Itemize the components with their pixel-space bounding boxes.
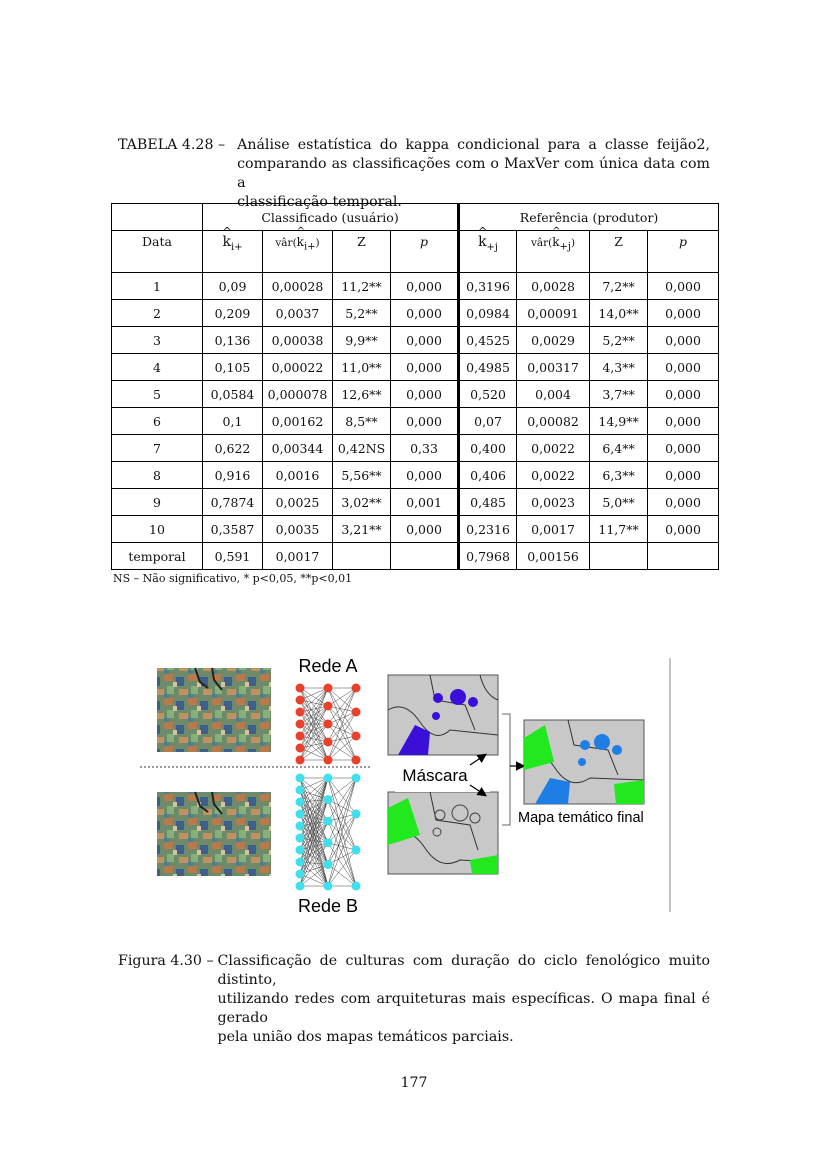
label-final-map: Mapa temático final [518,810,644,826]
table-cell-z-p: 5,2** [590,327,648,354]
table-cell-k-p: 0,7968 [459,543,517,570]
network-b-node [296,870,305,879]
network-b-node [352,810,361,819]
k-subscript: i+ [303,241,316,253]
table-row [112,408,719,435]
network-a-node [296,708,305,717]
network-b-connection [328,778,356,814]
figure-svg [140,650,680,920]
network-b-node [352,774,361,783]
table-cell-k-p: 0,3196 [459,273,517,300]
col-header-k-producer: k ^ $_{+j}$ [459,231,517,273]
network-a-node [352,732,361,741]
network-a-node [324,684,333,693]
table-cell-var-p: 0,004 [517,381,590,408]
table-cell-z-u: 3,02** [333,489,391,516]
network-b-node [324,838,333,847]
figure-caption-line: utilizando redes com arquiteturas mais específicas. O mapa final é gerado [217,991,710,1026]
col-header-z-producer: Z [590,231,648,273]
partial-map-b [388,792,498,874]
table-cell-z-u: 5,2** [333,300,391,327]
table-cell-p-u: 0,000 [391,408,459,435]
var-prefix: vâr( [530,237,553,249]
col-header-z-user: Z [333,231,391,273]
network-b-node [324,860,333,869]
table-row [112,516,719,543]
table-cell-k-u: 0,209 [203,300,263,327]
network-a-node [296,744,305,753]
table-cell-var-p: 0,0029 [517,327,590,354]
page-number: 177 [400,1075,428,1091]
network-b-connection [328,850,356,886]
var-suffix: ) [315,237,320,249]
network-b-connection [328,778,356,843]
network-a-node [324,738,333,747]
table-cell-p-p: 0,000 [648,300,719,327]
table-cell-z-p [590,543,648,570]
kappa-table [111,203,719,570]
table-cell-z-p: 5,0** [590,489,648,516]
table-cell-data: 5 [112,381,203,408]
table-caption-line: comparando as classificações com o MaxVer com única data com a [237,156,710,191]
network-a-node [324,756,333,765]
table-cell-p-p: 0,000 [648,435,719,462]
table-cell-p-u: 0,000 [391,327,459,354]
table-header-blank [112,204,203,231]
table-cell-k-u: 0,591 [203,543,263,570]
table-caption-label: TABELA 4.28 – [118,137,226,153]
table-cell-p-p: 0,000 [648,516,719,543]
table-cell-z-p: 11,7** [590,516,648,543]
table-cell-p-u: 0,000 [391,381,459,408]
table-cell-z-u: 9,9** [333,327,391,354]
table-body [112,273,719,570]
table-caption-line: Análise estatística do kappa condicional para a classe feijão2, [237,137,710,153]
table-cell-p-u: 0,000 [391,516,459,543]
network-a-node [324,720,333,729]
table-cell-var-u: 0,00162 [263,408,333,435]
table-row [112,300,719,327]
table-cell-var-u: 0,00344 [263,435,333,462]
table-cell-var-u: 0,0017 [263,543,333,570]
table-cell-z-p: 7,2** [590,273,648,300]
network-b-node [296,834,305,843]
table-cell-var-p: 0,00082 [517,408,590,435]
table-cell-var-p: 0,0017 [517,516,590,543]
table-cell-p-u [391,543,459,570]
table-row [112,327,719,354]
k-subscript: i+ [230,241,243,253]
k-subscript: +j [486,241,499,253]
table-cell-k-u: 0,7874 [203,489,263,516]
network-b-node [324,882,333,891]
union-bracket [502,714,510,825]
table-cell-p-u: 0,000 [391,300,459,327]
network-a-node [296,720,305,729]
table-cell-k-u: 0,09 [203,273,263,300]
table-cell-k-p: 0,485 [459,489,517,516]
table-cell-p-p: 0,000 [648,273,719,300]
network-b-node [296,798,305,807]
table-cell-z-p: 14,9** [590,408,648,435]
table-cell-p-p: 0,000 [648,354,719,381]
table-cell-z-u: 5,56** [333,462,391,489]
network-b-node [296,882,305,891]
table-cell-k-p: 0,4525 [459,327,517,354]
var-suffix: ) [571,237,576,249]
network-b-node [324,774,333,783]
table-cell-z-u: 3,21** [333,516,391,543]
network-b-node [296,846,305,855]
table-cell-p-p: 0,000 [648,489,719,516]
table-cell-data: 4 [112,354,203,381]
network-a-connection [328,688,356,742]
network-b-connection [328,821,356,886]
table-cell-k-p: 0,400 [459,435,517,462]
network-a-connection [300,706,328,760]
col-header-var-user: vâr(k ^ $_{i+}$) [263,231,333,273]
table-row [112,354,719,381]
table-row [112,543,719,570]
var-prefix: vâr( [275,237,297,249]
table-cell-data: temporal [112,543,203,570]
table-cell-k-p: 0,4985 [459,354,517,381]
table-cell-z-u [333,543,391,570]
table-cell-var-p: 0,00317 [517,354,590,381]
table-cell-k-u: 0,105 [203,354,263,381]
table-cell-data: 6 [112,408,203,435]
table-cell-k-u: 0,1 [203,408,263,435]
network-a-connection [328,688,356,706]
table-cell-var-u: 0,0025 [263,489,333,516]
network-b-node [352,882,361,891]
network-b-node [296,858,305,867]
col-header-date: Data [112,231,203,273]
table-cell-data: 10 [112,516,203,543]
network-a-node [352,684,361,693]
table-cell-z-u: 12,6** [333,381,391,408]
partial-map-a [388,675,498,755]
network-b-node [296,774,305,783]
network-b-node [296,822,305,831]
figure-caption-line: Classificação de culturas com duração do ciclo fenológico muito distinto, [217,953,710,988]
table-cell-z-u: 8,5** [333,408,391,435]
table-cell-var-p: 0,00091 [517,300,590,327]
table-cell-var-u: 0,0016 [263,462,333,489]
table-cell-var-p: 0,0022 [517,435,590,462]
figure-diagram [140,650,680,920]
k-symbol: k [478,234,487,250]
table-cell-var-u: 0,00038 [263,327,333,354]
network-a-diagram [296,684,361,765]
table-cell-p-p [648,543,719,570]
network-a-node [352,708,361,717]
network-b-node [324,795,333,804]
col-header-k-user: k ^ $_{i+}$ [203,231,263,273]
table-cell-z-u: 11,0** [333,354,391,381]
col-header-var-producer: vâr(k ^ $_{+j}$) [517,231,590,273]
network-b-node [324,817,333,826]
col-header-p-producer: p [648,231,719,273]
network-a-node [324,702,333,711]
table-cell-var-u: 0,000078 [263,381,333,408]
table-cell-k-u: 0,3587 [203,516,263,543]
label-mascara: Máscara [402,766,468,785]
table-cell-p-p: 0,000 [648,462,719,489]
table-cell-z-p: 3,7** [590,381,648,408]
group-header-producer: Referência (produtor) [459,204,719,231]
table-row [112,381,719,408]
table-cell-data: 9 [112,489,203,516]
table-cell-var-u: 0,00028 [263,273,333,300]
table-cell-data: 1 [112,273,203,300]
table-cell-k-p: 0,0984 [459,300,517,327]
network-b-diagram [296,774,361,891]
table-cell-z-p: 6,3** [590,462,648,489]
k-symbol: k [222,234,231,250]
network-a-node [296,696,305,705]
table-cell-k-p: 0,520 [459,381,517,408]
table-cell-p-u: 0,000 [391,273,459,300]
table-cell-data: 8 [112,462,203,489]
table-cell-var-p: 0,0023 [517,489,590,516]
table-row [112,489,719,516]
table-footnote: NS – Não significativo, * p<0,05, **p<0,01 [113,572,353,585]
table-caption [118,136,710,212]
table-cell-k-u: 0,622 [203,435,263,462]
table-cell-k-p: 0,2316 [459,516,517,543]
network-a-connection [328,736,356,760]
network-a-node [296,732,305,741]
table-caption-line: classificação temporal. [237,194,402,210]
label-rede-b: Rede B [297,896,359,916]
table-cell-z-p: 4,3** [590,354,648,381]
table-cell-p-p: 0,000 [648,327,719,354]
table-cell-k-u: 0,0584 [203,381,263,408]
table-cell-z-u: 0,42NS [333,435,391,462]
col-header-p-user: p [391,231,459,273]
network-b-node [296,810,305,819]
table-cell-data: 3 [112,327,203,354]
network-a-node [296,684,305,693]
table-cell-p-u: 0,000 [391,462,459,489]
table-cell-p-u: 0,001 [391,489,459,516]
label-rede-a: Rede A [298,656,358,676]
table-row [112,462,719,489]
network-a-connection [328,706,356,760]
network-a-node [296,756,305,765]
network-a-connection [328,742,356,760]
table-cell-var-p: 0,0022 [517,462,590,489]
table-cell-p-u: 0,000 [391,354,459,381]
table-cell-z-u: 11,2** [333,273,391,300]
network-b-node [296,786,305,795]
network-b-connection [328,814,356,843]
network-b-node [352,846,361,855]
group-header-user: Classificado (usuário) [203,204,459,231]
table-cell-p-p: 0,000 [648,408,719,435]
network-a-node [352,756,361,765]
table-cell-k-u: 0,916 [203,462,263,489]
network-b-connection [328,821,356,850]
table-cell-k-p: 0,07 [459,408,517,435]
table-cell-var-u: 0,00022 [263,354,333,381]
figure-caption-line: pela união dos mapas temáticos parciais. [217,1029,514,1045]
network-a-connection [328,688,356,712]
figure-caption [118,952,710,1047]
table-cell-var-u: 0,0037 [263,300,333,327]
table-cell-k-u: 0,136 [203,327,263,354]
k-subscript: +j [559,241,572,253]
figure-caption-label: Figura 4.30 – [118,953,214,969]
table-cell-z-p: 14,0** [590,300,648,327]
table-cell-data: 7 [112,435,203,462]
table-cell-var-p: 0,0028 [517,273,590,300]
table-cell-k-p: 0,406 [459,462,517,489]
table-cell-data: 2 [112,300,203,327]
table-cell-var-p: 0,00156 [517,543,590,570]
table-cell-p-u: 0,33 [391,435,459,462]
table-cell-z-p: 6,4** [590,435,648,462]
table-cell-var-u: 0,0035 [263,516,333,543]
k-symbol: k [296,235,304,249]
table-row [112,273,719,300]
table-cell-p-p: 0,000 [648,381,719,408]
k-symbol: k [552,235,560,249]
final-map [524,720,644,804]
table-row [112,435,719,462]
